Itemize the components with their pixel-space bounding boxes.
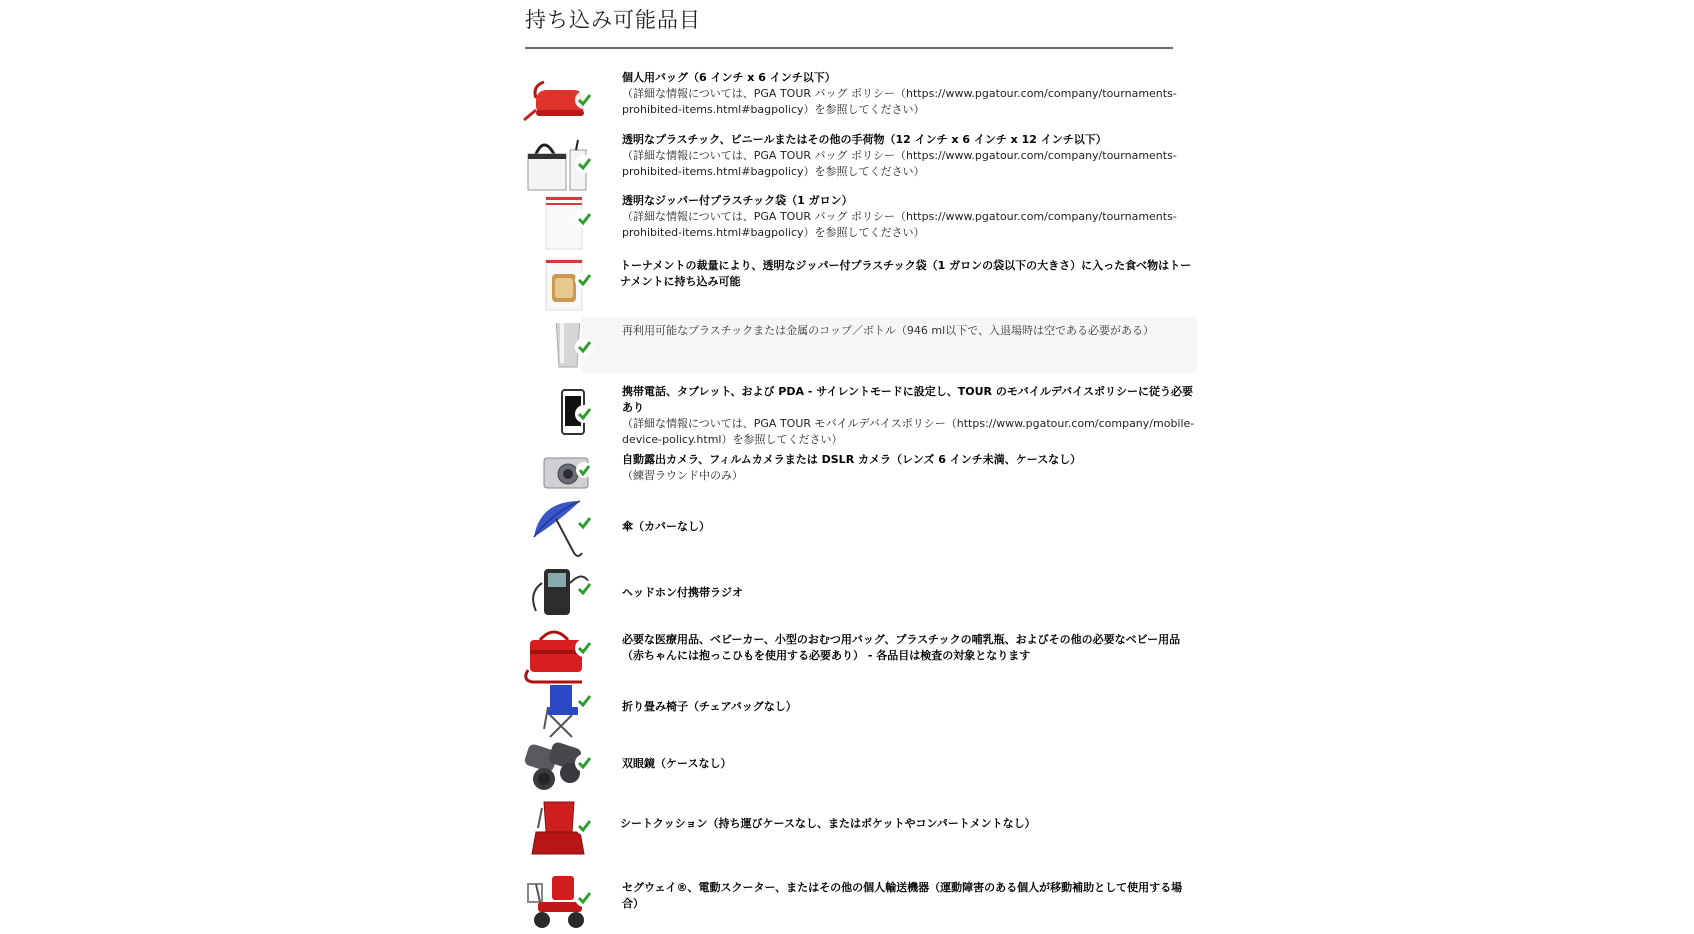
food-bag-icon <box>522 258 600 320</box>
item-label: トーナメントの裁量により、透明なジッパー付プラスチック袋（1 ガロンの袋以下の大きさ）に入った食べ物はトーナメントに持ち込み可能 <box>620 259 1192 288</box>
item-note: （詳細な情報については、PGA TOUR バッグ ポリシー（https://www.pgatour.com/company/tournaments-prohibited-items.html#bagpolicy）を参照してください） <box>622 210 1177 239</box>
list-item <box>522 681 1184 731</box>
red-bag-icon <box>522 70 600 132</box>
list-item <box>522 132 1184 188</box>
list-item <box>522 870 1184 932</box>
item-label: 透明なジッパー付プラスチック袋（1 ガロン） <box>622 194 853 207</box>
item-label: 再利用可能なプラスチックまたは金属のコップ／ボトル（946 ml以下で、入退場時は空である必要がある） <box>622 324 1154 337</box>
list-item <box>522 497 1184 557</box>
list-item <box>522 323 1184 373</box>
item-label: 必要な医療用品、ベビーカー、小型のおむつ用バッグ、プラスチックの哺乳瓶、およびその他の必要なベビー用品（赤ちゃんには抱っこひもを使用する必要あり） - 各品目は検査の対象となります <box>622 633 1181 662</box>
list-item <box>522 258 1192 308</box>
mobile-phone-icon <box>522 384 600 446</box>
zipper-bag-icon <box>522 193 600 255</box>
item-label: セグウェイ®、電動スクーター、またはその他の個人輸送機器（運動障害のある個人が移動補助として使用する場合） <box>622 881 1183 910</box>
diaper-bag-icon <box>522 624 600 686</box>
page-title: 持ち込み可能品目 <box>525 8 701 32</box>
item-label: シートクッション（持ち運びケースなし、またはポケットやコンパートメントなし） <box>620 817 1036 830</box>
folding-chair-icon <box>522 681 600 743</box>
item-label: 傘（カバーなし） <box>622 520 710 533</box>
list-item <box>522 384 1195 452</box>
item-label: 双眼鏡（ケースなし） <box>622 757 732 770</box>
item-label: 透明なプラスチック、ビニールまたはその他の手荷物（12 インチ x 6 インチ x 12 インチ以下） <box>622 133 1107 146</box>
radio-icon <box>522 563 600 625</box>
seat-cushion-icon <box>522 798 600 860</box>
list-item <box>522 193 1184 248</box>
title-divider <box>525 47 1173 49</box>
tumbler-icon <box>522 323 600 385</box>
list-item <box>522 70 1184 125</box>
item-label: 個人用バッグ（6 インチ x 6 インチ以下） <box>622 71 836 84</box>
binoculars-icon <box>522 739 600 801</box>
item-label: 折り畳み椅子（チェアバッグなし） <box>622 700 797 713</box>
item-label: ヘッドホン付携帯ラジオ <box>622 586 743 599</box>
camera-icon <box>522 452 600 492</box>
item-note: （練習ラウンド中のみ） <box>622 469 743 482</box>
list-item <box>522 798 1184 860</box>
clear-tote-bag-icon <box>522 132 600 194</box>
item-label: 自動露出カメラ、フィルムカメラまたは DSLR カメラ（レンズ 6 インチ未満、ケースなし） <box>622 453 1082 466</box>
item-note: （詳細な情報については、PGA TOUR モバイルデバイスポリシー（https://www.pgatour.com/company/mobile-device-policy.html）を参照してください） <box>622 417 1195 446</box>
item-label: 携帯電話、タブレット、および PDA - サイレントモードに設定し、TOUR のモバイルデバイスポリシーに従う必要あり <box>622 385 1194 414</box>
mobility-scooter-icon <box>522 870 600 932</box>
list-item <box>522 563 1184 623</box>
list-item <box>522 739 1184 789</box>
umbrella-icon <box>522 497 600 559</box>
item-note: （詳細な情報については、PGA TOUR バッグ ポリシー（https://www.pgatour.com/company/tournaments-prohibited-items.html#bagpolicy）を参照してください） <box>622 87 1177 116</box>
list-item <box>522 452 1184 492</box>
list-item <box>522 624 1184 678</box>
item-note: （詳細な情報については、PGA TOUR バッグ ポリシー（https://www.pgatour.com/company/tournaments-prohibited-items.html#bagpolicy）を参照してください） <box>622 149 1177 178</box>
